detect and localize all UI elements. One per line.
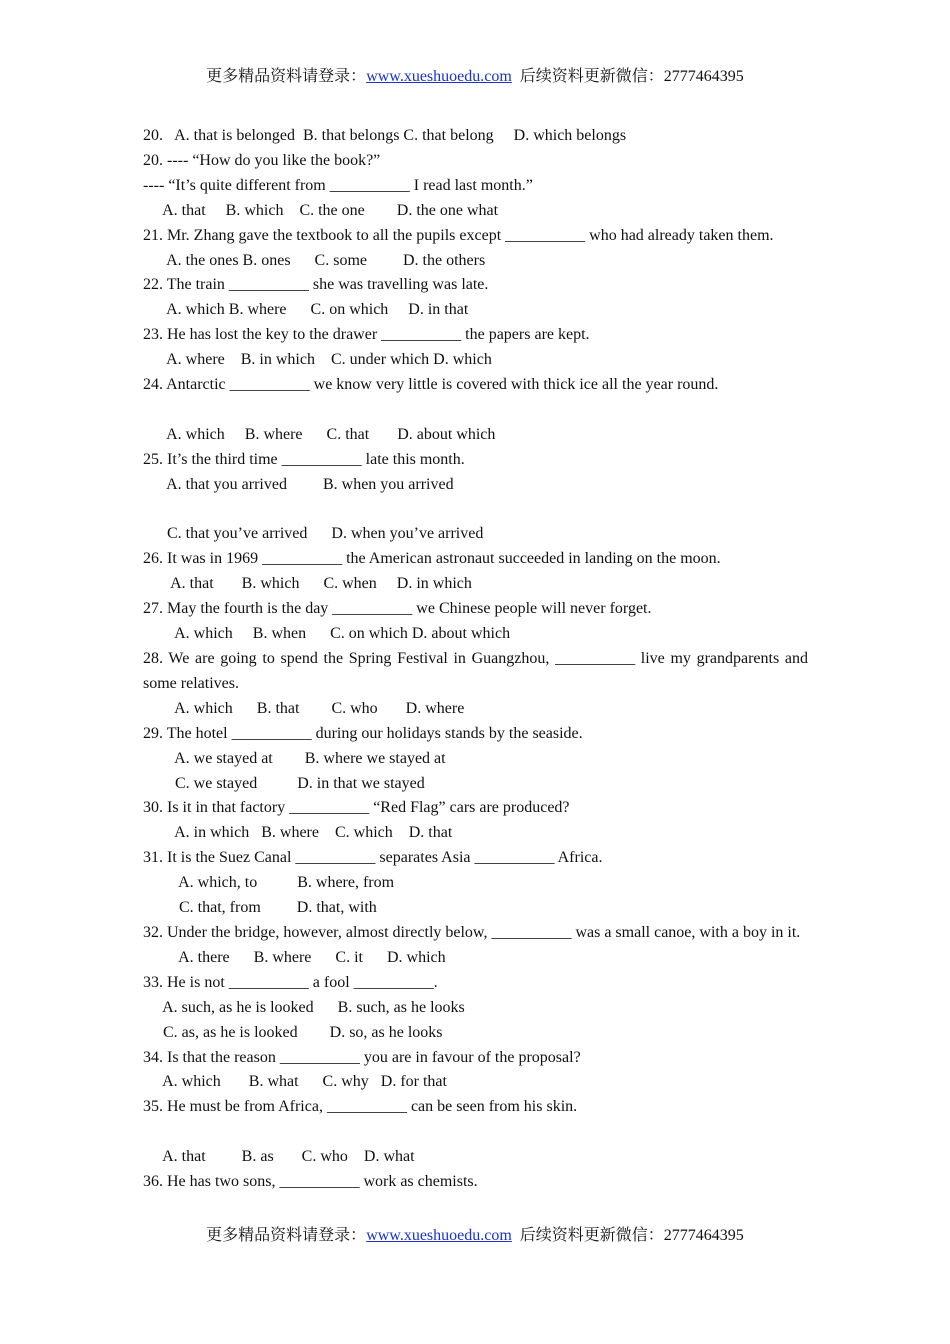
question-line: 29. The hotel __________ during our holidays stands by the seaside. [143, 724, 583, 742]
question-line: 25. It’s the third time __________ late this month. [143, 450, 465, 468]
question-line: A. that B. which C. the one D. the one what [143, 201, 499, 219]
question-line: 34. Is that the reason __________ you are in favour of the proposal? [143, 1048, 581, 1066]
blank-line [143, 398, 808, 423]
question-line: A. which, to B. where, from [143, 874, 395, 892]
question-line: A. where B. in which C. under which D. which [143, 351, 492, 369]
question-line: A. that B. which C. when D. in which [143, 575, 472, 593]
header-suffix: 后续资料更新微信：2777464395 [519, 68, 744, 85]
question-line: A. which B. when C. on which D. about which [143, 625, 511, 643]
question-line: 22. The train __________ she was travelling was late. [143, 276, 489, 294]
question-line: A. which B. what C. why D. for that [143, 1073, 447, 1091]
question-line: A. that you arrived B. when you arrived [143, 475, 454, 493]
question-line: C. that you’ve arrived D. when you’ve arrived [143, 525, 484, 543]
footer-link[interactable]: www.xueshuoedu.com [366, 1227, 512, 1244]
question-line: A. such, as he is looked B. such, as he looks [143, 998, 465, 1016]
question-line: ---- “It’s quite different from __________ I read last month.” [143, 176, 533, 194]
question-line: A. the ones B. ones C. some D. the others [143, 251, 486, 269]
page-footer [0, 1225, 950, 1247]
question-line: A. which B. where C. on which D. in that [143, 301, 469, 319]
question-line: A. that B. as C. who D. what [143, 1148, 415, 1166]
question-line: C. as, as he is looked D. so, as he looks [143, 1023, 443, 1041]
question-line: 30. Is it in that factory __________ “Red Flag” cars are produced? [143, 799, 570, 817]
blank-line [143, 498, 808, 523]
question-line: 24. Antarctic __________ we know very little is covered with thick ice all the year round. [143, 376, 719, 394]
question-line: 21. Mr. Zhang gave the textbook to all the pupils except __________ who had already taken them. [143, 226, 774, 244]
page-header [0, 66, 950, 88]
question-line: 26. It was in 1969 __________ the American astronaut succeeded in landing on the moon. [143, 550, 721, 568]
question-line: C. that, from D. that, with [143, 899, 377, 917]
footer-prefix: 更多精品资料请登录： [206, 1227, 367, 1244]
question-line: 27. May the fourth is the day __________ we Chinese people will never forget. [143, 600, 652, 618]
question-line: A. there B. where C. it D. which [143, 948, 446, 966]
question-line: 31. It is the Suez Canal __________ separates Asia __________ Africa. [143, 849, 603, 867]
question-line: 28. We are going to spend the Spring Festival in Guangzhou, __________ live my grandparents and some relatives. [143, 650, 812, 692]
exercise-body [143, 124, 812, 1195]
header-prefix: 更多精品资料请登录： [206, 68, 367, 85]
question-line: A. in which B. where C. which D. that [143, 824, 453, 842]
question-line: 33. He is not __________ a fool __________. [143, 973, 438, 991]
header-link[interactable]: www.xueshuoedu.com [366, 68, 512, 85]
question-line: A. we stayed at B. where we stayed at [143, 749, 446, 767]
question-line: 23. He has lost the key to the drawer __________ the papers are kept. [143, 326, 590, 344]
question-line: 20. A. that is belonged B. that belongs C. that belong D. which belongs [143, 127, 627, 144]
question-line: A. which B. where C. that D. about which [143, 425, 496, 443]
question-line: 32. Under the bridge, however, almost directly below, __________ was a small canoe, with a boy in it. [143, 923, 801, 941]
question-line: 35. He must be from Africa, __________ can be seen from his skin. [143, 1098, 578, 1116]
blank-line [143, 1120, 808, 1145]
footer-suffix: 后续资料更新微信：2777464395 [519, 1227, 744, 1244]
question-line: C. we stayed D. in that we stayed [143, 774, 425, 792]
question-line: A. which B. that C. who D. where [143, 699, 465, 717]
question-line: 20. ---- “How do you like the book?” [143, 151, 381, 169]
question-line: 36. He has two sons, __________ work as chemists. [143, 1173, 478, 1191]
